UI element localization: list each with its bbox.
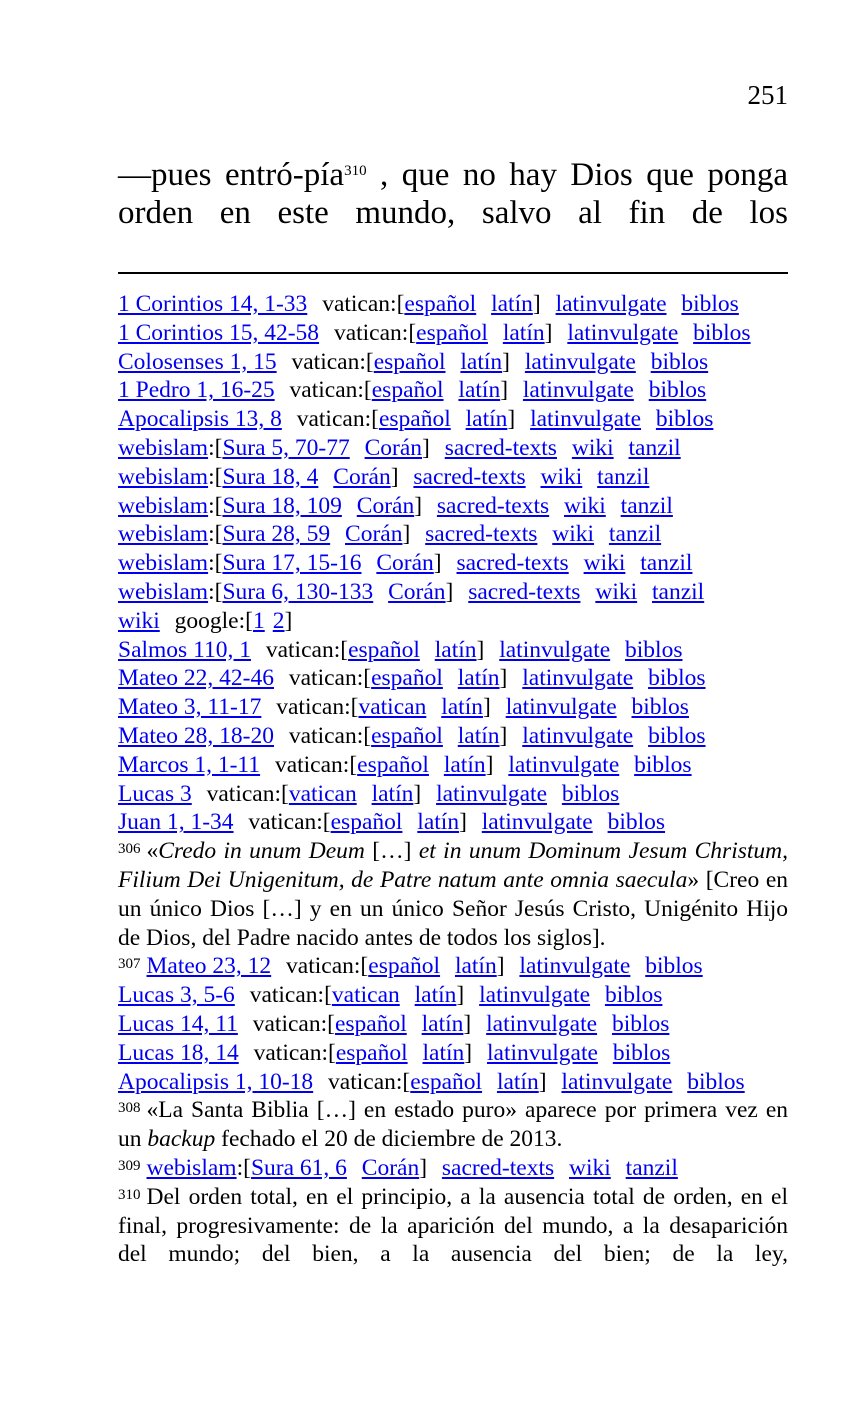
ref-line: Colosenses 1, 15 vatican:[español latín] latinvulgate biblos	[118, 348, 709, 375]
sura-link[interactable]: Sura 18, 109	[222, 492, 342, 519]
wiki-link[interactable]: wiki	[118, 607, 160, 634]
latinvulgate-link[interactable]: latinvulgate	[567, 319, 679, 346]
ref-link[interactable]: Apocalipsis 13, 8	[118, 406, 282, 433]
ref-link[interactable]: 1 Corintios 15, 42-58	[118, 319, 320, 346]
wiki-link[interactable]: wiki	[583, 550, 626, 577]
sura-line: webislam:[Sura 18, 109 Corán] sacred-texts wiki tanzil	[118, 492, 673, 519]
ref-line: Juan 1, 1-34 vatican:[español latín] latinvulgate biblos	[118, 809, 666, 836]
biblos-link[interactable]: biblos	[655, 406, 714, 433]
latin-link[interactable]: latín	[457, 722, 500, 749]
ref-line: Salmos 110, 1 vatican:[español latín] latinvulgate biblos	[118, 636, 683, 663]
ref-line: Lucas 3 vatican:[vatican latín] latinvulgate biblos	[118, 780, 620, 807]
latin-link[interactable]: latín	[502, 319, 545, 346]
sacred-texts-link[interactable]: sacred-texts	[468, 578, 581, 605]
sura-line: webislam:[Sura 6, 130-133 Corán] sacred-texts wiki tanzil	[118, 578, 705, 605]
latinvulgate-link[interactable]: latinvulgate	[505, 694, 617, 721]
wiki-link[interactable]: wiki	[552, 521, 595, 548]
footnote-mark: 307	[118, 956, 141, 973]
latin-link[interactable]: latín	[434, 636, 477, 663]
latinvulgate-link[interactable]: latinvulgate	[561, 1068, 673, 1095]
sura-link[interactable]: Sura 17, 15-16	[222, 550, 362, 577]
sacred-texts-link[interactable]: sacred-texts	[456, 550, 569, 577]
biblos-link[interactable]: biblos	[648, 377, 707, 404]
lang-link[interactable]: español	[416, 319, 488, 346]
latin-link[interactable]: latín	[465, 406, 508, 433]
wiki-link[interactable]: wiki	[564, 492, 606, 519]
biblos-link[interactable]: biblos	[604, 982, 663, 1009]
tanzil-link[interactable]: tanzil	[597, 463, 650, 490]
google-link-1[interactable]: 1	[252, 607, 265, 634]
ref-link[interactable]: Lucas 3, 5-6	[118, 982, 235, 1009]
lang-link[interactable]: español	[348, 636, 420, 663]
biblos-link[interactable]: biblos	[625, 636, 683, 663]
ref-link[interactable]: Apocalipsis 1, 10-18	[118, 1068, 314, 1095]
webislam-link[interactable]: webislam	[118, 463, 209, 490]
coran-link[interactable]: Corán	[345, 521, 403, 548]
sacred-texts-link[interactable]: sacred-texts	[436, 492, 550, 519]
tanzil-link[interactable]: tanzil	[640, 550, 693, 577]
latin-link[interactable]: latín	[441, 694, 483, 721]
sura-line: webislam:[Sura 17, 15-16 Corán] sacred-texts wiki tanzil	[118, 550, 693, 577]
webislam-link[interactable]: webislam	[118, 492, 209, 519]
lang-link[interactable]: español	[357, 751, 429, 778]
lang-link[interactable]: español	[371, 722, 443, 749]
sura-link[interactable]: Sura 61, 6	[250, 1154, 347, 1181]
ref-link[interactable]: Salmos 110, 1	[118, 636, 251, 663]
footnote-310: $^{310}$ Del orden total, en el principio, a la ausencia total de orden, en el final, progresivamente: de la aparición del mundo, a la desaparición del mundo; del bien, a la ausencia del bien; de la ley,	[118, 1183, 788, 1268]
ref-line: 1 Pedro 1, 16-25 vatican:[español latín] latinvulgate biblos	[118, 377, 707, 404]
sacred-texts-link[interactable]: sacred-texts	[441, 1154, 555, 1181]
webislam-link[interactable]: webislam	[118, 434, 209, 461]
ref-link[interactable]: Lucas 3	[118, 780, 192, 807]
coran-link[interactable]: Corán	[364, 434, 423, 461]
ref-link[interactable]: Lucas 18, 14	[118, 1039, 239, 1066]
sura-link[interactable]: Sura 28, 59	[222, 521, 331, 548]
webislam-link[interactable]: webislam	[118, 578, 209, 605]
sacred-texts-link[interactable]: sacred-texts	[444, 434, 557, 461]
ref-line: Lucas 3, 5-6 vatican:[vatican latín] latinvulgate biblos	[118, 982, 663, 1009]
latinvulgate-link[interactable]: latinvulgate	[524, 348, 636, 375]
coran-link[interactable]: Corán	[356, 492, 415, 519]
sura-line: webislam:[Sura 5, 70-77 Corán] sacred-texts wiki tanzil	[118, 434, 681, 461]
latinvulgate-link[interactable]: latinvulgate	[530, 406, 642, 433]
footnotes	[118, 290, 788, 1269]
ref-link[interactable]: Lucas 14, 11	[118, 1010, 238, 1037]
tanzil-link[interactable]: tanzil	[620, 492, 673, 519]
coran-link[interactable]: Corán	[388, 578, 446, 605]
ref-line: $^{307}$ Mateo 23, 12 vatican:[español latín] latinvulgate biblos	[118, 953, 703, 980]
page-number: 251	[747, 80, 788, 110]
ref-line: Apocalipsis 1, 10-18 vatican:[español latín] latinvulgate biblos	[118, 1068, 745, 1095]
latinvulgate-link[interactable]: latinvulgate	[555, 291, 667, 317]
ref-line: Mateo 28, 18-20 vatican:[español latín] latinvulgate biblos	[118, 722, 706, 749]
ref-link[interactable]: Mateo 28, 18-20	[118, 722, 274, 749]
latinvulgate-link[interactable]: latinvulgate	[508, 751, 620, 778]
ref-line: Mateo 3, 11-17 vatican:[vatican latín] latinvulgate biblos	[118, 694, 689, 721]
latinvulgate-link[interactable]: latinvulgate	[486, 1010, 598, 1037]
ref-line: Lucas 18, 14 vatican:[español latín] latinvulgate biblos	[118, 1039, 671, 1066]
ref-link[interactable]: Juan 1, 1-34	[118, 809, 234, 836]
latin-link[interactable]: latín	[422, 1039, 465, 1066]
coran-link[interactable]: Corán	[333, 463, 391, 490]
footnote-mark: 308	[118, 1100, 141, 1117]
footnote-308: $^{308}$ «La Santa Biblia […] en estado puro» aparece por primera vez en un backup fechado el 20 de diciembre de 2013.	[118, 1097, 788, 1153]
latinvulgate-link[interactable]: latinvulgate	[522, 722, 634, 749]
ref-link[interactable]: Marcos 1, 1-11	[118, 751, 261, 778]
latin-link[interactable]: latín	[454, 953, 497, 980]
wiki-link[interactable]: wiki	[595, 578, 638, 605]
webislam-link[interactable]: webislam	[118, 521, 209, 548]
latin-link[interactable]: latín	[496, 1068, 539, 1095]
lang-link[interactable]: español	[404, 291, 477, 317]
sura-link[interactable]: Sura 6, 130-133	[222, 578, 374, 605]
ref-link[interactable]: Mateo 3, 11-17	[118, 694, 262, 721]
body-text	[118, 156, 788, 232]
footnote-mark: 306	[118, 841, 141, 858]
latinvulgate-link[interactable]: latinvulgate	[436, 780, 547, 807]
lang-link[interactable]: vatican	[358, 694, 427, 721]
latin-link[interactable]: latín	[457, 665, 500, 692]
tanzil-link[interactable]: tanzil	[625, 1154, 678, 1181]
webislam-link[interactable]: webislam	[118, 550, 209, 577]
lang-link[interactable]: español	[373, 348, 446, 375]
latin-link[interactable]: latín	[417, 809, 460, 836]
latinvulgate-link[interactable]: latinvulgate	[522, 665, 634, 692]
lang-link[interactable]: español	[330, 809, 403, 836]
latinvulgate-link[interactable]: latinvulgate	[487, 1039, 598, 1066]
lang-link[interactable]: español	[335, 1039, 408, 1066]
ref-line: Lucas 14, 11 vatican:[español latín] latinvulgate biblos	[118, 1010, 670, 1037]
biblos-link[interactable]: biblos	[631, 694, 689, 721]
sacred-texts-link[interactable]: sacred-texts	[425, 521, 538, 548]
lang-link[interactable]: vatican	[331, 982, 400, 1009]
biblos-link[interactable]: biblos	[611, 1010, 670, 1037]
footnote-309: $^{309}$ webislam:[Sura 61, 6 Corán] sacred-texts wiki tanzil	[118, 1154, 678, 1181]
coran-link[interactable]: Corán	[361, 1154, 420, 1181]
ref-line: 1 Corintios 15, 42-58 vatican:[español latín] latinvulgate biblos	[118, 319, 751, 346]
body-line-1: —pues entró-pía$^{310}$ , que no hay Dios que ponga	[118, 157, 788, 193]
lang-link[interactable]: español	[410, 1068, 483, 1095]
lang-link[interactable]: español	[378, 406, 451, 433]
latin-link[interactable]: latín	[421, 1010, 464, 1037]
ref-line: 1 Corintios 14, 1-33 vatican:[español latín] latinvulgate biblos	[118, 291, 739, 317]
biblos-link[interactable]: biblos	[561, 780, 620, 807]
latin-link[interactable]: latín	[458, 377, 501, 404]
sacred-texts-link[interactable]: sacred-texts	[413, 463, 526, 490]
biblos-link[interactable]: biblos	[681, 291, 739, 317]
footnote-306: $^{306}$ «Credo in unum Deum […] et in unum Dominum Jesum Christum, Filium Dei Unigenitum, de Patre natum ante omnia saecula» [Creo en un único Dios […] y en un único Señor Jesús Cristo, Unigénito Hijo de Dios, del Padre nacido antes de todos los siglos].	[118, 838, 788, 951]
latinvulgate-link[interactable]: latinvulgate	[479, 982, 591, 1009]
tanzil-link[interactable]: tanzil	[652, 578, 705, 605]
ref-link[interactable]: Mateo 23, 12	[146, 953, 272, 980]
coran-link[interactable]: Corán	[376, 550, 434, 577]
lang-link[interactable]: español	[368, 953, 441, 980]
ref-line: Mateo 22, 42-46 vatican:[español latín] latinvulgate biblos	[118, 665, 706, 692]
sura-line: webislam:[Sura 18, 4 Corán] sacred-texts wiki tanzil	[118, 463, 650, 490]
lang-link[interactable]: español	[371, 377, 444, 404]
biblos-link[interactable]: biblos	[648, 665, 706, 692]
latin-link[interactable]: latín	[371, 780, 414, 807]
latin-link[interactable]: latín	[460, 348, 503, 375]
ref-link[interactable]: Colosenses 1, 15	[118, 348, 277, 375]
latinvulgate-link[interactable]: latinvulgate	[481, 809, 593, 836]
biblos-link[interactable]: biblos	[650, 348, 709, 375]
footnote-mark: 309	[118, 1157, 141, 1174]
sura-link[interactable]: Sura 5, 70-77	[222, 434, 350, 461]
biblos-link[interactable]: biblos	[687, 1068, 745, 1095]
webislam-link[interactable]: webislam	[146, 1154, 237, 1181]
wiki-link[interactable]: wiki	[540, 463, 583, 490]
tanzil-link[interactable]: tanzil	[608, 521, 662, 548]
sura-link[interactable]: Sura 18, 4	[222, 463, 319, 490]
footnote-ref-310[interactable]: 310	[344, 163, 367, 179]
lang-link[interactable]: español	[334, 1010, 407, 1037]
ref-line: Marcos 1, 1-11 vatican:[español latín] latinvulgate biblos	[118, 751, 692, 778]
lang-link[interactable]: vatican	[288, 780, 357, 807]
google-line: wiki google:[1 2]	[118, 607, 293, 634]
footnote-mark: 310	[118, 1186, 141, 1203]
latin-link[interactable]: latín	[414, 982, 457, 1009]
google-link-2[interactable]: 2	[272, 607, 285, 634]
ref-link[interactable]: 1 Corintios 14, 1-33	[118, 291, 308, 317]
latinvulgate-link[interactable]: latinvulgate	[499, 636, 611, 663]
sura-line: webislam:[Sura 28, 59 Corán] sacred-texts wiki tanzil	[118, 521, 662, 548]
lang-link[interactable]: español	[371, 665, 443, 692]
wiki-link[interactable]: wiki	[569, 1154, 611, 1181]
ref-link[interactable]: Mateo 22, 42-46	[118, 665, 274, 692]
biblos-link[interactable]: biblos	[693, 319, 751, 346]
tanzil-link[interactable]: tanzil	[628, 434, 681, 461]
latin-link[interactable]: latín	[491, 291, 533, 317]
latinvulgate-link[interactable]: latinvulgate	[522, 377, 634, 404]
biblos-link[interactable]: biblos	[612, 1039, 671, 1066]
biblos-link[interactable]: biblos	[607, 809, 666, 836]
footnote-divider	[118, 272, 788, 274]
latin-link[interactable]: latín	[443, 751, 486, 778]
biblos-link[interactable]: biblos	[648, 722, 706, 749]
biblos-link[interactable]: biblos	[634, 751, 692, 778]
body-line-2: orden en este mundo, salvo al fin de los	[118, 195, 788, 231]
ref-line: Apocalipsis 13, 8 vatican:[español latín] latinvulgate biblos	[118, 406, 714, 433]
wiki-link[interactable]: wiki	[571, 434, 614, 461]
ref-link[interactable]: 1 Pedro 1, 16-25	[118, 377, 275, 404]
biblos-link[interactable]: biblos	[645, 953, 703, 980]
latinvulgate-link[interactable]: latinvulgate	[519, 953, 631, 980]
